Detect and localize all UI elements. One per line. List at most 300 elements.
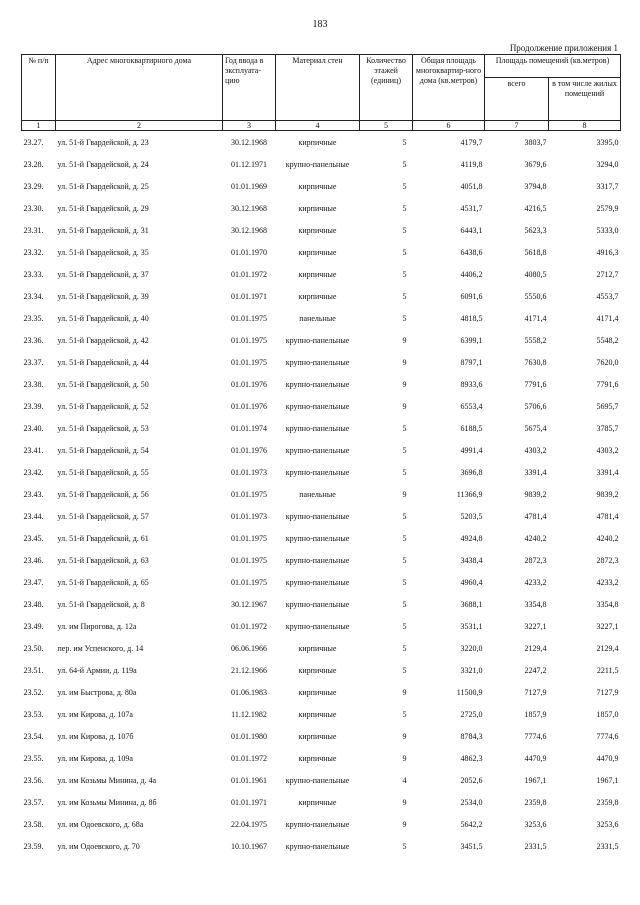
premises-living-cell: 4171,4 — [596, 313, 619, 323]
premises-all-cell: 5558,2 — [524, 335, 547, 345]
total-area-cell: 3531,1 — [460, 621, 483, 631]
address-cell: ул. им Одоевского, д. 70 — [57, 841, 140, 851]
material-cell: крупно-панельные — [285, 467, 350, 477]
housing-register-table — [21, 54, 621, 857]
total-area-cell: 3321,0 — [460, 665, 483, 675]
premises-all-cell: 2129,4 — [524, 643, 547, 653]
floors-cell: 9 — [402, 797, 407, 807]
floors-cell: 5 — [402, 467, 407, 477]
total-area-cell: 8784,3 — [460, 731, 483, 741]
year-cell: 11.12.1982 — [231, 709, 267, 719]
total-area-cell: 4406,2 — [460, 269, 483, 279]
year-cell: 01.01.1971 — [231, 797, 267, 807]
total-area-cell: 4179,7 — [460, 137, 483, 147]
premises-all-cell: 1857,9 — [524, 709, 547, 719]
year-cell: 01.01.1976 — [231, 445, 267, 455]
row-number: 23.57. — [23, 797, 44, 807]
material-cell: крупно-панельные — [285, 775, 350, 785]
row-number: 23.53. — [23, 709, 44, 719]
floors-cell: 9 — [402, 753, 407, 763]
premises-living-cell: 5333,0 — [596, 225, 619, 235]
year-cell: 30.12.1968 — [231, 203, 267, 213]
premises-all-cell: 4470,9 — [524, 753, 547, 763]
premises-living-cell: 2211,5 — [596, 665, 619, 675]
row-number: 23.36. — [23, 335, 44, 345]
material-cell: крупно-панельные — [285, 841, 350, 851]
year-cell: 30.12.1968 — [231, 225, 267, 235]
row-number: 23.28. — [23, 159, 44, 169]
table-row — [22, 549, 621, 571]
row-number: 23.51. — [23, 665, 44, 675]
total-area-cell: 8797,1 — [460, 357, 483, 367]
total-area-cell: 3438,4 — [460, 555, 483, 565]
address-cell: ул. 51-й Гвардейской, д. 23 — [57, 137, 149, 147]
premises-all-cell: 2331,5 — [524, 841, 547, 851]
material-cell: кирпичные — [298, 731, 337, 741]
address-cell: ул. им Кирова, д. 109а — [57, 753, 133, 763]
table-row — [22, 307, 621, 329]
header-premises-living: в том числе жилых помещений — [549, 78, 621, 121]
floors-cell: 9 — [402, 687, 407, 697]
year-cell: 01.01.1976 — [231, 379, 267, 389]
year-cell: 22.04.1975 — [231, 819, 267, 829]
row-number: 23.30. — [23, 203, 44, 213]
premises-all-cell: 5550,6 — [524, 291, 547, 301]
material-cell: крупно-панельные — [285, 159, 350, 169]
premises-living-cell: 7791,6 — [596, 379, 619, 389]
premises-living-cell: 3227,1 — [596, 621, 619, 631]
total-area-cell: 4531,7 — [460, 203, 483, 213]
total-area-cell: 3696,8 — [460, 467, 483, 477]
floors-cell: 5 — [402, 709, 407, 719]
address-cell: ул. 51-й Гвардейской, д. 57 — [57, 511, 149, 521]
row-number: 23.54. — [23, 731, 44, 741]
row-number: 23.27. — [23, 137, 44, 147]
material-cell: крупно-панельные — [285, 533, 350, 543]
address-cell: ул. 64-й Армии, д. 119а — [57, 665, 137, 675]
floors-cell: 9 — [402, 379, 407, 389]
material-cell: кирпичные — [298, 797, 337, 807]
address-cell: ул. 51-й Гвардейской, д. 25 — [57, 181, 149, 191]
year-cell: 01.01.1973 — [231, 467, 267, 477]
column-number: 7 — [485, 121, 549, 131]
header-premises-all: всего — [485, 78, 549, 121]
premises-living-cell: 3253,6 — [596, 819, 619, 829]
floors-cell: 9 — [402, 489, 407, 499]
address-cell: ул. 51-й Гвардейской, д. 61 — [57, 533, 149, 543]
header-premises-area: Площадь помещений (кв.метров) — [485, 55, 621, 78]
premises-living-cell: 3354,8 — [596, 599, 619, 609]
premises-living-cell: 9839,2 — [596, 489, 619, 499]
premises-all-cell: 3794,8 — [524, 181, 547, 191]
column-number: 4 — [276, 121, 360, 131]
address-cell: ул. им Быстрова, д. 80а — [57, 687, 137, 697]
year-cell: 01.01.1975 — [231, 313, 267, 323]
row-number: 23.46. — [23, 555, 44, 565]
total-area-cell: 4862,3 — [460, 753, 483, 763]
table-row — [22, 483, 621, 505]
table-row — [22, 637, 621, 659]
floors-cell: 9 — [402, 819, 407, 829]
material-cell: панельные — [299, 489, 336, 499]
premises-all-cell: 3354,8 — [524, 599, 547, 609]
total-area-cell: 11366,9 — [456, 489, 483, 499]
floors-cell: 4 — [402, 775, 407, 785]
row-number: 23.55. — [23, 753, 44, 763]
total-area-cell: 2725,0 — [460, 709, 483, 719]
floors-cell: 5 — [402, 291, 407, 301]
total-area-cell: 5203,5 — [460, 511, 483, 521]
material-cell: крупно-панельные — [285, 401, 350, 411]
column-number: 6 — [413, 121, 485, 131]
table-row — [22, 571, 621, 593]
premises-all-cell: 7127,9 — [524, 687, 547, 697]
premises-all-cell: 4080,5 — [524, 269, 547, 279]
material-cell: кирпичные — [298, 665, 337, 675]
premises-living-cell: 3317,7 — [596, 181, 619, 191]
address-cell: ул. 51-й Гвардейской, д. 52 — [57, 401, 149, 411]
address-cell: ул. 51-й Гвардейской, д. 50 — [57, 379, 149, 389]
address-cell: ул. 51-й Гвардейской, д. 56 — [57, 489, 149, 499]
floors-cell: 9 — [402, 357, 407, 367]
premises-living-cell: 1857,0 — [596, 709, 619, 719]
row-number: 23.43. — [23, 489, 44, 499]
premises-all-cell: 3253,6 — [524, 819, 547, 829]
row-number: 23.33. — [23, 269, 44, 279]
premises-living-cell: 2872,3 — [596, 555, 619, 565]
address-cell: ул. 51-й Гвардейской, д. 24 — [57, 159, 149, 169]
floors-cell: 5 — [402, 313, 407, 323]
year-cell: 01.01.1975 — [231, 555, 267, 565]
premises-all-cell: 3679,6 — [524, 159, 547, 169]
material-cell: кирпичные — [298, 709, 337, 719]
year-cell: 01.01.1961 — [231, 775, 267, 785]
year-cell: 01.01.1973 — [231, 511, 267, 521]
table-row — [22, 395, 621, 417]
table-row — [22, 791, 621, 813]
year-cell: 01.01.1976 — [231, 401, 267, 411]
floors-cell: 5 — [402, 247, 407, 257]
premises-living-cell: 3294,0 — [596, 159, 619, 169]
row-number: 23.42. — [23, 467, 44, 477]
floors-cell: 5 — [402, 445, 407, 455]
floors-cell: 5 — [402, 533, 407, 543]
table-row — [22, 153, 621, 175]
year-cell: 01.01.1975 — [231, 577, 267, 587]
material-cell: кирпичные — [298, 247, 337, 257]
total-area-cell: 5642,2 — [460, 819, 483, 829]
row-number: 23.45. — [23, 533, 44, 543]
premises-all-cell: 4240,2 — [524, 533, 547, 543]
premises-all-cell: 3391,4 — [524, 467, 547, 477]
premises-living-cell: 7620,0 — [596, 357, 619, 367]
row-number: 23.37. — [23, 357, 44, 367]
material-cell: крупно-панельные — [285, 555, 350, 565]
floors-cell: 5 — [402, 665, 407, 675]
table-row — [22, 219, 621, 241]
year-cell: 01.01.1972 — [231, 269, 267, 279]
premises-all-cell: 9839,2 — [524, 489, 547, 499]
material-cell: крупно-панельные — [285, 511, 350, 521]
address-cell: ул. им Козьмы Минина, д. 4а — [57, 775, 157, 785]
row-number: 23.29. — [23, 181, 44, 191]
floors-cell: 9 — [402, 731, 407, 741]
total-area-cell: 2052,6 — [460, 775, 483, 785]
table-row — [22, 505, 621, 527]
year-cell: 21.12.1966 — [231, 665, 267, 675]
year-cell: 10.10.1967 — [231, 841, 267, 851]
year-cell: 01.01.1974 — [231, 423, 267, 433]
year-cell: 01.01.1975 — [231, 533, 267, 543]
address-cell: ул. 51-й Гвардейской, д. 53 — [57, 423, 149, 433]
header-total-area: Общая площадь многоквартир-ного дома (кв.метров) — [413, 55, 485, 121]
premises-living-cell: 7774,6 — [596, 731, 619, 741]
address-cell: ул. им Кирова, д. 107а — [57, 709, 133, 719]
table-row — [22, 527, 621, 549]
total-area-cell: 4051,8 — [460, 181, 483, 191]
premises-all-cell: 2872,3 — [524, 555, 547, 565]
premises-all-cell: 4781,4 — [524, 511, 547, 521]
material-cell: кирпичные — [298, 181, 337, 191]
header-year: Год ввода в эксплуата-цию — [223, 55, 276, 121]
floors-cell: 5 — [402, 269, 407, 279]
premises-living-cell: 2331,5 — [596, 841, 619, 851]
table-row — [22, 813, 621, 835]
table-row — [22, 593, 621, 615]
year-cell: 01.01.1972 — [231, 753, 267, 763]
column-number: 8 — [549, 121, 621, 131]
floors-cell: 5 — [402, 225, 407, 235]
row-number: 23.50. — [23, 643, 44, 653]
column-number: 1 — [22, 121, 56, 131]
header-floors: Количество этажей (единиц) — [360, 55, 413, 121]
premises-all-cell: 5706,6 — [524, 401, 547, 411]
address-cell: ул. 51-й Гвардейской, д. 31 — [57, 225, 149, 235]
header-address: Адрес многоквартирного дома — [56, 55, 223, 121]
total-area-cell: 4924,8 — [460, 533, 483, 543]
row-number: 23.47. — [23, 577, 44, 587]
material-cell: кирпичные — [298, 203, 337, 213]
floors-cell: 5 — [402, 841, 407, 851]
row-number: 23.59. — [23, 841, 44, 851]
material-cell: крупно-панельные — [285, 423, 350, 433]
total-area-cell: 4991,4 — [460, 445, 483, 455]
table-row — [22, 615, 621, 637]
premises-living-cell: 2712,7 — [596, 269, 619, 279]
row-number: 23.39. — [23, 401, 44, 411]
column-number: 2 — [56, 121, 223, 131]
address-cell: ул. 51-й Гвардейской, д. 42 — [57, 335, 149, 345]
address-cell: ул. 51-й Гвардейской, д. 37 — [57, 269, 149, 279]
address-cell: ул. им Козьмы Минина, д. 8б — [57, 797, 157, 807]
floors-cell: 9 — [402, 401, 407, 411]
address-cell: ул. 51-й Гвардейской, д. 55 — [57, 467, 149, 477]
table-row — [22, 725, 621, 747]
table-row — [22, 373, 621, 395]
premises-all-cell: 7791,6 — [524, 379, 547, 389]
continuation-note: Продолжение приложения 1 — [509, 43, 618, 53]
material-cell: кирпичные — [298, 269, 337, 279]
year-cell: 01.12.1971 — [231, 159, 267, 169]
year-cell: 06.06.1966 — [231, 643, 267, 653]
table-row — [22, 329, 621, 351]
floors-cell: 5 — [402, 643, 407, 653]
total-area-cell: 6188,5 — [460, 423, 483, 433]
floors-cell: 9 — [402, 335, 407, 345]
material-cell: крупно-панельные — [285, 577, 350, 587]
material-cell: крупно-панельные — [285, 599, 350, 609]
premises-living-cell: 2129,4 — [596, 643, 619, 653]
floors-cell: 5 — [402, 577, 407, 587]
header-no: № п/п — [22, 55, 56, 121]
total-area-cell: 6091,6 — [460, 291, 483, 301]
row-number: 23.34. — [23, 291, 44, 301]
premises-living-cell: 4553,7 — [596, 291, 619, 301]
year-cell: 30.12.1968 — [231, 137, 267, 147]
address-cell: ул. им Кирова, д. 107б — [57, 731, 134, 741]
year-cell: 01.01.1975 — [231, 335, 267, 345]
premises-living-cell: 4240,2 — [596, 533, 619, 543]
row-number: 23.35. — [23, 313, 44, 323]
floors-cell: 5 — [402, 137, 407, 147]
row-number: 23.31. — [23, 225, 44, 235]
premises-all-cell: 3227,1 — [524, 621, 547, 631]
page-number: 183 — [312, 19, 328, 30]
table-row — [22, 285, 621, 307]
premises-all-cell: 1967,1 — [524, 775, 547, 785]
address-cell: пер. им Успенского, д. 14 — [57, 643, 144, 653]
floors-cell: 5 — [402, 203, 407, 213]
total-area-cell: 4818,5 — [460, 313, 483, 323]
table-row — [22, 461, 621, 483]
premises-all-cell: 4303,2 — [524, 445, 547, 455]
address-cell: ул. 51-й Гвардейской, д. 44 — [57, 357, 149, 367]
address-cell: ул. 51-й Гвардейской, д. 54 — [57, 445, 149, 455]
row-number: 23.44. — [23, 511, 44, 521]
year-cell: 01.01.1971 — [231, 291, 267, 301]
table-row — [22, 681, 621, 703]
table-row — [22, 175, 621, 197]
material-cell: кирпичные — [298, 687, 337, 697]
year-cell: 01.01.1970 — [231, 247, 267, 257]
premises-living-cell: 5548,2 — [596, 335, 619, 345]
premises-living-cell: 1967,1 — [596, 775, 619, 785]
material-cell: крупно-панельные — [285, 621, 350, 631]
table-row — [22, 241, 621, 263]
header-material: Материал стен — [276, 55, 360, 121]
table-row — [22, 131, 621, 154]
total-area-cell: 3451,5 — [460, 841, 483, 851]
row-number: 23.32. — [23, 247, 44, 257]
table-row — [22, 835, 621, 857]
address-cell: ул. 51-й Гвардейской, д. 65 — [57, 577, 149, 587]
total-area-cell: 6443,1 — [460, 225, 483, 235]
total-area-cell: 4960,4 — [460, 577, 483, 587]
premises-living-cell: 2579,9 — [596, 203, 619, 213]
premises-all-cell: 4233,2 — [524, 577, 547, 587]
table-row — [22, 439, 621, 461]
material-cell: крупно-панельные — [285, 379, 350, 389]
row-number: 23.41. — [23, 445, 44, 455]
premises-all-cell: 2247,2 — [524, 665, 547, 675]
premises-all-cell: 4171,4 — [524, 313, 547, 323]
address-cell: ул. 51-й Гвардейской, д. 63 — [57, 555, 149, 565]
year-cell: 01.01.1975 — [231, 489, 267, 499]
table-row — [22, 703, 621, 725]
address-cell: ул. им Пирогова, д. 12а — [57, 621, 137, 631]
address-cell: ул. 51-й Гвардейской, д. 39 — [57, 291, 149, 301]
material-cell: кирпичные — [298, 753, 337, 763]
premises-all-cell: 5675,4 — [524, 423, 547, 433]
premises-all-cell: 7774,6 — [524, 731, 547, 741]
total-area-cell: 6399,1 — [460, 335, 483, 345]
row-number: 23.40. — [23, 423, 44, 433]
floors-cell: 5 — [402, 181, 407, 191]
total-area-cell: 6438,6 — [460, 247, 483, 257]
table-body — [22, 131, 621, 858]
row-number: 23.58. — [23, 819, 44, 829]
material-cell: панельные — [299, 313, 336, 323]
total-area-cell: 3688,1 — [460, 599, 483, 609]
address-cell: ул. 51-й Гвардейской, д. 29 — [57, 203, 149, 213]
premises-living-cell: 4233,2 — [596, 577, 619, 587]
address-cell: ул. 51-й Гвардейской, д. 8 — [57, 599, 145, 609]
table-row — [22, 197, 621, 219]
material-cell: крупно-панельные — [285, 335, 350, 345]
floors-cell: 5 — [402, 159, 407, 169]
floors-cell: 5 — [402, 423, 407, 433]
floors-cell: 5 — [402, 511, 407, 521]
table-row — [22, 769, 621, 791]
row-number: 23.49. — [23, 621, 44, 631]
table-row — [22, 263, 621, 285]
premises-living-cell: 4470,9 — [596, 753, 619, 763]
year-cell: 01.06.1983 — [231, 687, 267, 697]
premises-living-cell: 4916,3 — [596, 247, 619, 257]
total-area-cell: 4119,8 — [460, 159, 483, 169]
premises-all-cell: 5623,3 — [524, 225, 547, 235]
column-number: 5 — [360, 121, 413, 131]
year-cell: 30.12.1967 — [231, 599, 267, 609]
total-area-cell: 3220,0 — [460, 643, 483, 653]
table-row — [22, 747, 621, 769]
row-number: 23.48. — [23, 599, 44, 609]
premises-all-cell: 4216,5 — [524, 203, 547, 213]
premises-all-cell: 5618,8 — [524, 247, 547, 257]
column-number: 3 — [223, 121, 276, 131]
premises-living-cell: 3785,7 — [596, 423, 619, 433]
total-area-cell: 11500,9 — [456, 687, 483, 697]
year-cell: 01.01.1969 — [231, 181, 267, 191]
year-cell: 01.01.1972 — [231, 621, 267, 631]
row-number: 23.56. — [23, 775, 44, 785]
premises-living-cell: 7127,9 — [596, 687, 619, 697]
total-area-cell: 6553,4 — [460, 401, 483, 411]
row-number: 23.38. — [23, 379, 44, 389]
table-row — [22, 417, 621, 439]
year-cell: 01.01.1980 — [231, 731, 267, 741]
floors-cell: 5 — [402, 599, 407, 609]
premises-living-cell: 4781,4 — [596, 511, 619, 521]
address-cell: ул. 51-й Гвардейской, д. 35 — [57, 247, 149, 257]
material-cell: кирпичные — [298, 137, 337, 147]
premises-living-cell: 3395,0 — [596, 137, 619, 147]
material-cell: кирпичные — [298, 225, 337, 235]
premises-living-cell: 2359,8 — [596, 797, 619, 807]
year-cell: 01.01.1975 — [231, 357, 267, 367]
premises-all-cell: 2359,8 — [524, 797, 547, 807]
premises-all-cell: 7630,8 — [524, 357, 547, 367]
